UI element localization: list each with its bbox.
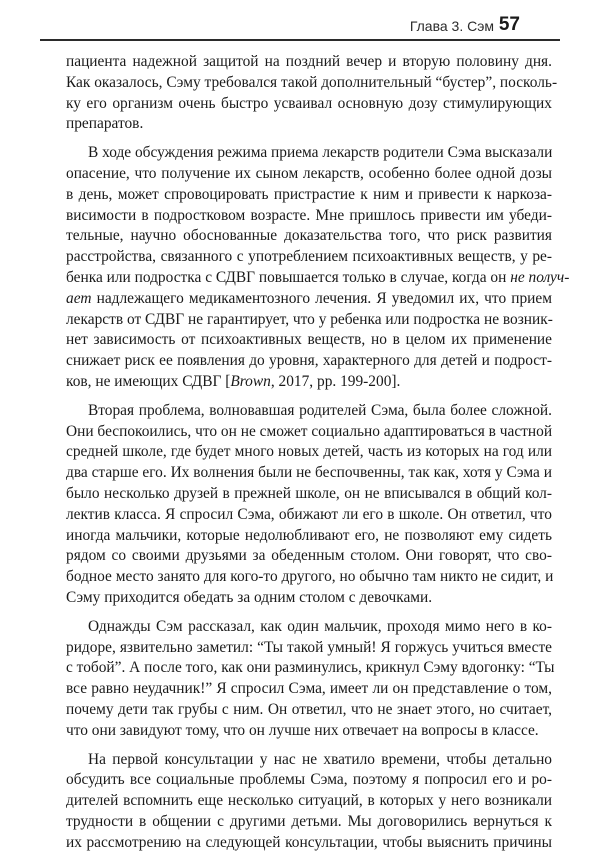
paragraph-3: Вторая проблема, волновавшая родителей Сэма, была более сложной. Они беспокоились, что он не сможет социально адаптироваться в частной средней школе, где будет много новых детей, часть из которых на год или два старше его. Их волнения были не беспочвенны, так как, хотя у Сэма и было несколько друзей в прежней школе, он не вписывался в общий кол- лектив класса. Я спросил Сэма, обижают ли его в школе. Он ответил, что иногда мальчики, которые недолюбливают его, не позволяют ему сидеть рядом со своими друзьями за обеденным столом. Они говорят, что сво- бодное место занято для кого-то другого, но обычно там никто не сидит, и Сэму приходится обедать за одним столом с девочками. [66,401,552,609]
paragraph-2: В ходе обсуждения режима приема лекарств родители Сэма высказали опасение, что получение их сыном лекарств, особенно более одной дозы в день, может спровоцировать пристрастие к ним и привести к наркоза- висимости в подростковом возрасте. Мне пришлось привести им убеди- тельные, научно обоснованные доказательства того, что риск развития расстройства, связанного с употреблением психоактивных веществ, у ре- бенка или подростка с СДВГ повышается только в случае, когда он не получ- ает надлежащего медикаментозного лечения. Я уведомил их, что прием лекарств от СДВГ не гарантирует, что у ребенка или подростка не возник- нет зависимость от психоактивных веществ, но в целом их применение снижает риск ее появления до уровня, характерного для детей и подрост- ков, не имеющих СДВГ [Brown, 2017, pp. 199-200]. [66,143,552,393]
header-rule [40,39,560,41]
chapter-title: Глава 3. Сэм [410,18,494,34]
page-number: 57 [499,14,520,36]
paragraph-4: Однажды Сэм рассказал, как один мальчик, проходя мимо него в ко- ридоре, язвительно заметил: “Ты такой умный! Я горжусь учиться вместе с тобой”. А после того, как они разминулись, крикнул Сэму вдогонку: “Ты все равно неудачник!” Я спросил Сэма, имеет ли он представление о том, почему дети так грубы с ним. Он ответил, что не знает этого, но считает, что они завидуют тому, что он лучше них отвечает на вопросы в классе. [66,617,552,742]
page-body [66,52,552,853]
citation-author: Brown [230,373,270,390]
paragraph-5: На первой консультации у нас не хватило времени, чтобы детально обсудить все социальные проблемы Сэма, поэтому я попросил его и ро- дителей вспомнить еще несколько ситуаций, в которых у него возникали трудности в общении с другими детьми. Мы договорились вернуться к их рассмотрению на следующей консультации, чтобы выяснить причины [66,750,552,853]
paragraph-1: пациента надежной защитой на поздний вечер и вторую половину дня. Как оказалось, Сэму требовался такой дополнительный “бустер”, посколь- ку его организм очень быстро усваивал основную дозу стимулирующих препаратов. [66,52,552,135]
italic-aet: ает [66,290,91,307]
running-header [40,14,560,36]
italic-ne-poluchaet: не получ- [510,269,569,286]
